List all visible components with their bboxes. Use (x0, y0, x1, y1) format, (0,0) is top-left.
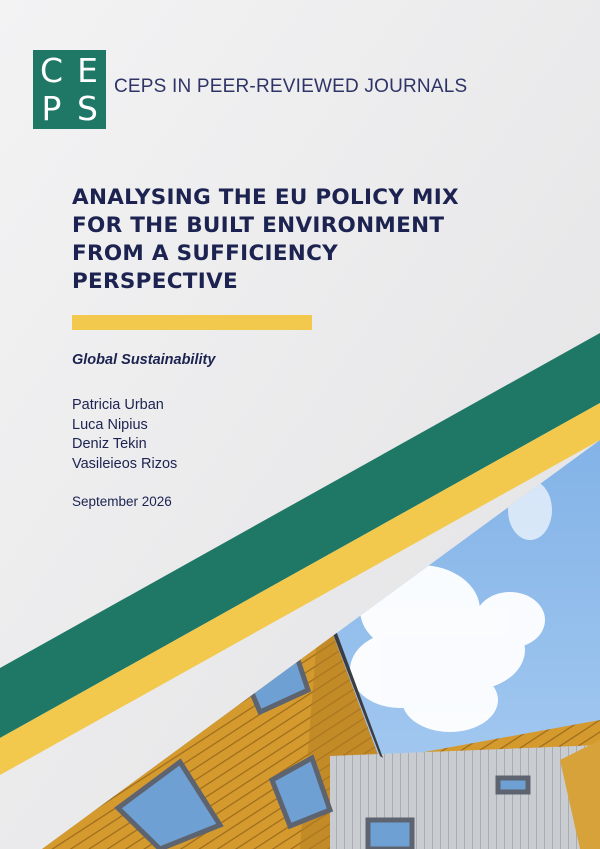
journal-name: Global Sustainability (72, 352, 216, 368)
author-name: Patricia Urban (72, 397, 164, 413)
title-underline-bar (72, 315, 312, 330)
title-line: PERSPECTIVE (72, 269, 238, 294)
author-name: Luca Nipius (72, 416, 148, 433)
author-name: Vasileieos Rizos (72, 455, 178, 472)
title-line: ANALYSING THE EU POLICY MIX (72, 185, 459, 210)
author-list (72, 396, 177, 474)
logo-letter-e: E (77, 51, 98, 90)
publication-date: September 2026 (72, 494, 172, 509)
title-line: FOR THE BUILT ENVIRONMENT (72, 213, 445, 238)
logo-letter-p: P (41, 89, 62, 128)
author-name: Deniz Tekin (72, 436, 147, 452)
title-line: FROM A SUFFICIENCY (72, 241, 339, 266)
ceps-logo (33, 50, 106, 129)
logo-letter-c: C (39, 51, 64, 90)
document-title (72, 184, 492, 296)
series-heading: CEPS IN PEER-REVIEWED JOURNALS (114, 76, 468, 97)
logo-letter-s: S (77, 89, 98, 128)
